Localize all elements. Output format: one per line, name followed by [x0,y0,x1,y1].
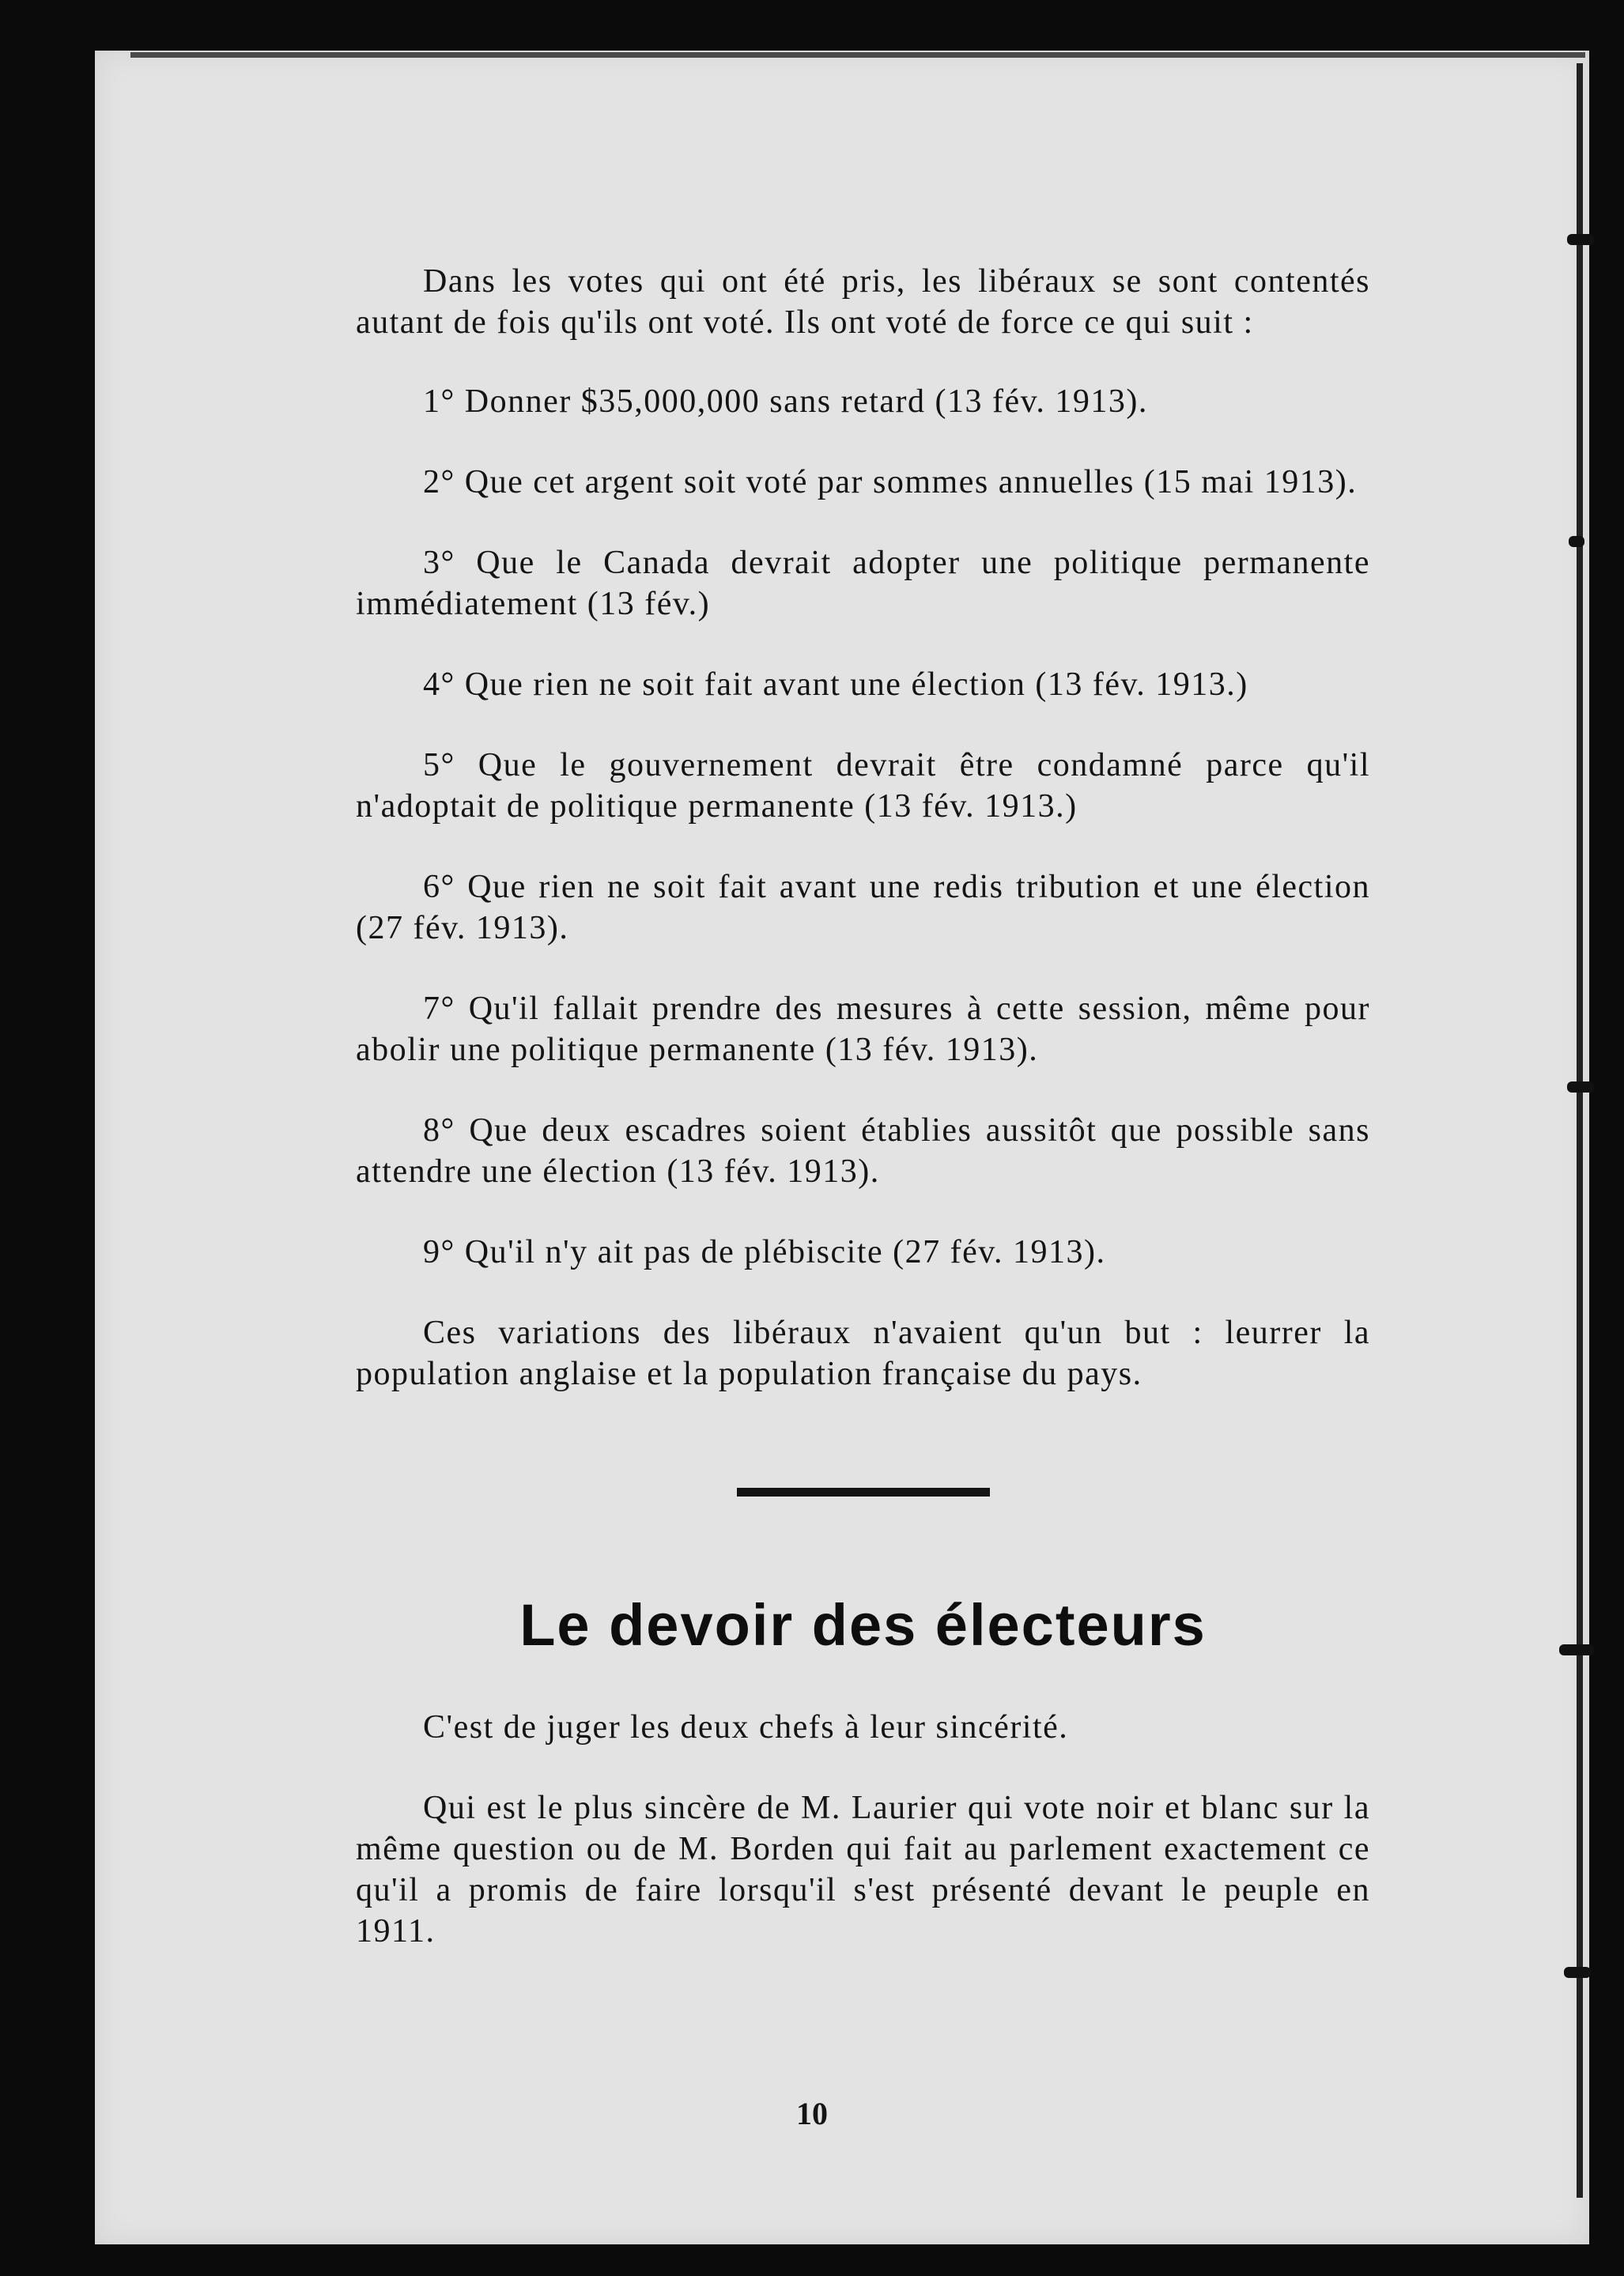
section-paragraph: C'est de juger les deux chefs à leur sincérité. [423,1709,1069,1746]
page-content [356,261,1370,1991]
list-item: 2° Que cet argent soit voté par sommes annuelles (15 mai 1913). [423,464,1358,500]
list-item: 5° Que le gouvernement devrait être condamné parce qu'il n'adoptait de politique permanente (13 fév. 1913.) [356,747,1370,825]
intro-paragraph: Dans les votes qui ont été pris, les libéraux se sont contentés autant de fois qu'ils ont voté. Ils ont voté de force ce qui suit : [356,263,1370,341]
list-item: 9° Qu'il n'y ait pas de plébiscite (27 fév. 1913). [423,1234,1106,1270]
list-item: 8° Que deux escadres soient établies aussitôt que possible sans attendre une élection (13 fév. 1913). [356,1112,1370,1190]
page-number: 10 [796,2096,828,2131]
list-item: 4° Que rien ne soit fait avant une élection (13 fév. 1913.) [423,666,1248,703]
binding-mark [1564,1967,1591,1978]
list-item: 7° Qu'il fallait prendre des mesures à cette session, même pour abolir une politique permanente (13 fév. 1913). [356,991,1370,1068]
section-divider [737,1488,990,1497]
list-item: 1° Donner $35,000,000 sans retard (13 fév. 1913). [423,383,1148,420]
list-item: 6° Que rien ne soit fait avant une redis tribution et une élection (27 fév. 1913). [356,869,1370,946]
binding-mark [1567,1081,1594,1093]
page-top-edge [130,52,1585,58]
binding-mark [1559,1644,1594,1655]
conclusion-paragraph: Ces variations des libéraux n'avaient qu'un but : leurrer la population anglaise et la population française du pays. [356,1315,1370,1392]
binding-mark [1569,536,1584,547]
binding-edge [1577,63,1583,2198]
binding-mark [1567,234,1594,245]
section-title: Le devoir des électeurs [519,1592,1207,1658]
section-paragraph: Qui est le plus sincère de M. Laurier qui vote noir et blanc sur la même question ou de M. Borden qui fait au parlement exactement ce qu'il a promis de faire lorsqu'il s'est présenté devant le peuple en 1911. [356,1790,1370,1950]
list-item: 3° Que le Canada devrait adopter une politique permanente immédiatement (13 fév.) [356,545,1370,622]
